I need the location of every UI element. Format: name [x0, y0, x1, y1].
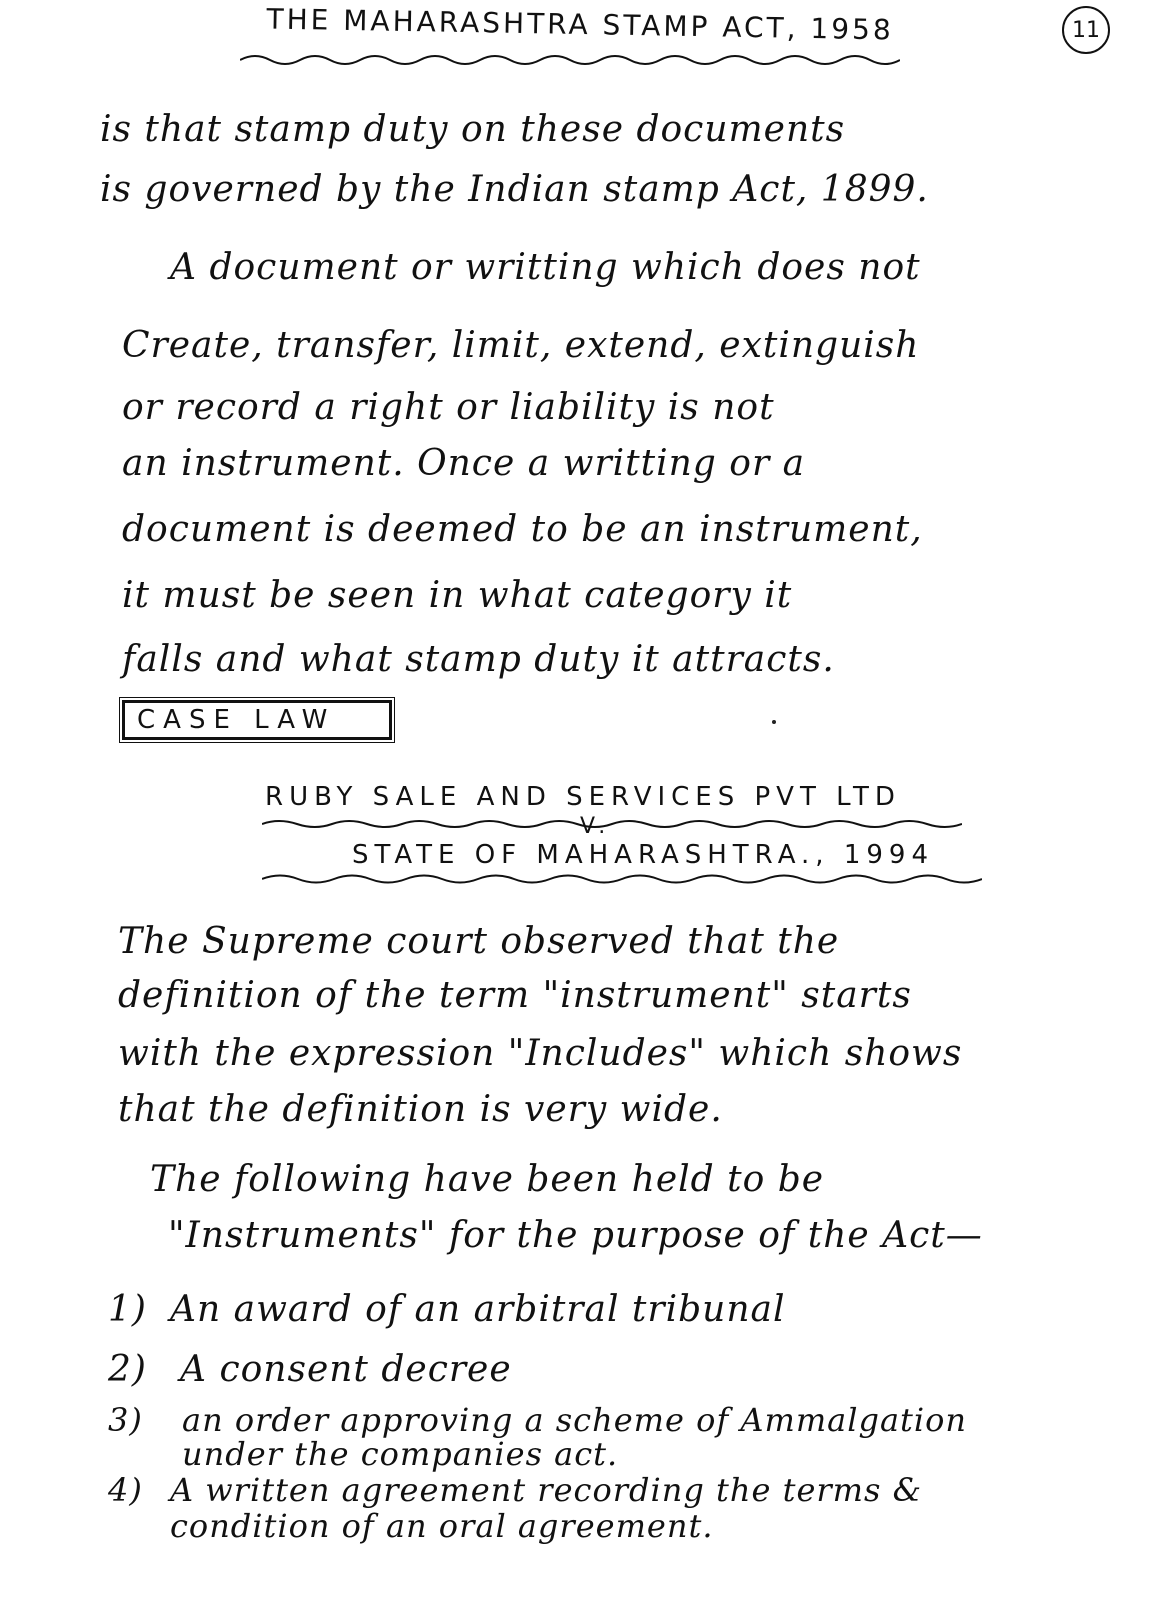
- page-number: 11: [1062, 6, 1110, 54]
- paragraph-1-line-1: is that stamp duty on these documents: [100, 109, 846, 150]
- list-marker-4: 4): [108, 1471, 143, 1509]
- paragraph-1-line-2: is governed by the Indian stamp Act, 1899.: [100, 169, 929, 210]
- list-item-3-line-1: an order approving a scheme of Ammalgation: [182, 1401, 968, 1439]
- list-item-4-line-2: condition of an oral agreement.: [170, 1507, 714, 1545]
- paragraph-2-line-3: or record a right or liability is not: [122, 387, 775, 428]
- case-versus: V.: [580, 814, 612, 839]
- paragraph-3-line-2: definition of the term "instrument" starts: [118, 975, 912, 1016]
- page-header-title: THE MAHARASHTRA STAMP ACT, 1958: [266, 2, 894, 47]
- paragraph-4-line-2: "Instruments" for the purpose of the Act—: [168, 1215, 983, 1256]
- case-law-label: CASE LAW: [122, 700, 392, 740]
- list-marker-2: 2): [108, 1349, 147, 1390]
- paragraph-2-line-5: document is deemed to be an instrument,: [122, 509, 923, 550]
- header-underline: [240, 52, 900, 68]
- list-item-2: A consent decree: [180, 1349, 512, 1390]
- list-marker-3: 3): [108, 1401, 143, 1439]
- ink-dot: [772, 720, 776, 724]
- paragraph-2-line-6: it must be seen in what category it: [122, 575, 793, 616]
- paragraph-3-line-4: that the definition is very wide.: [118, 1089, 723, 1130]
- paragraph-2-line-1: A document or writting which does not: [170, 247, 921, 288]
- list-item-3-line-2: under the companies act.: [182, 1435, 619, 1473]
- case-party-2-underline: [262, 872, 982, 886]
- list-marker-1: 1): [108, 1289, 147, 1330]
- case-party-1-underline: [262, 818, 962, 830]
- list-item-1: An award of an arbitral tribunal: [170, 1289, 786, 1330]
- list-item-4-line-1: A written agreement recording the terms &: [170, 1471, 923, 1509]
- paragraph-2-line-7: falls and what stamp duty it attracts.: [122, 639, 835, 680]
- paragraph-2-line-2: Create, transfer, limit, extend, extinguish: [122, 325, 920, 366]
- paragraph-4-line-1: The following have been held to be: [150, 1159, 825, 1200]
- case-party-1: RUBY SALE AND SERVICES PVT LTD: [265, 782, 901, 812]
- paragraph-2-line-4: an instrument. Once a writting or a: [122, 443, 806, 484]
- case-party-2: STATE OF MAHARASHTRA., 1994: [352, 840, 934, 870]
- paragraph-3-line-1: The Supreme court observed that the: [118, 921, 840, 962]
- paragraph-3-line-3: with the expression "Includes" which shows: [118, 1033, 963, 1074]
